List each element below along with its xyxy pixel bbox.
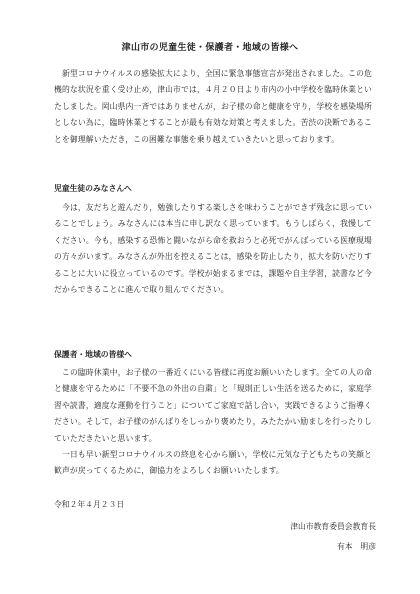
document-date: 令和２年４月２３日: [54, 500, 125, 509]
guardians-heading: 保護者・地域の皆様へ: [54, 350, 132, 359]
document-title: 津山市の児童生徒・保護者・地域の皆様へ: [121, 43, 299, 53]
guardians-paragraph-2: 一日も早い新型コロナウイルスの終息を心から願い，学校に元気な子どもたちの笑顔と歓声が戻ってくるために，御協力をよろしくお願いいたします。: [54, 450, 372, 476]
signature-organization: 津山市教育委員会教育長: [290, 522, 376, 531]
students-heading: 児童生徒のみなさんへ: [54, 184, 132, 193]
signature-name: 有本 明彦: [337, 542, 376, 551]
students-paragraph: 今は，友だちと遊んだり，勉強したりする楽しさを味わうことができず残念に思っていることでしょう。みなさんには本当に申し訳なく思っています。もうしばらく，我慢してください。今も，感染する恐怖と闘いながら命を救おうと必死でがんばっている医療現場の方々がいます。みなさんが外出を控えることは，感染を防止したり，拡大を防いだりすることに大いに役立っているのです。学校が始まるまでは，課題や自主学習，読書など今だからできることに進んで取り組んでください。: [54, 203, 372, 295]
guardians-paragraph-1: この臨時休業中，お子様の一番近くにいる皆様に再度お願いいたします。全ての人の命と健康を守るために「不要不急の外出の自粛」と「規則正しい生活を送るために，家庭学習や読書，適度な運動を行うこと」についてご家庭で話し合い，実践できるようご指導ください。そして，お子様のがんばりをしっかり褒めたり，みたたかい励ましを行ったりしていただきたいと思います。: [54, 368, 372, 443]
intro-paragraph: 新型コロナウイルスの感染拡大により，全国に緊急事態宣言が発出されました。この危機的な状況を重く受け止め，津山市では，４月２０日より市内の小中学校を臨時休業といたしました。岡山県内一斉ではありませんが，お子様の命と健康を守り，学校を感染場所としない為に，臨時休業とすることが最も有効な対策と考えました。苦渋の決断であることを御理解いただき，この困難な事態を乗り越えていきたいと思っております。: [54, 69, 372, 144]
